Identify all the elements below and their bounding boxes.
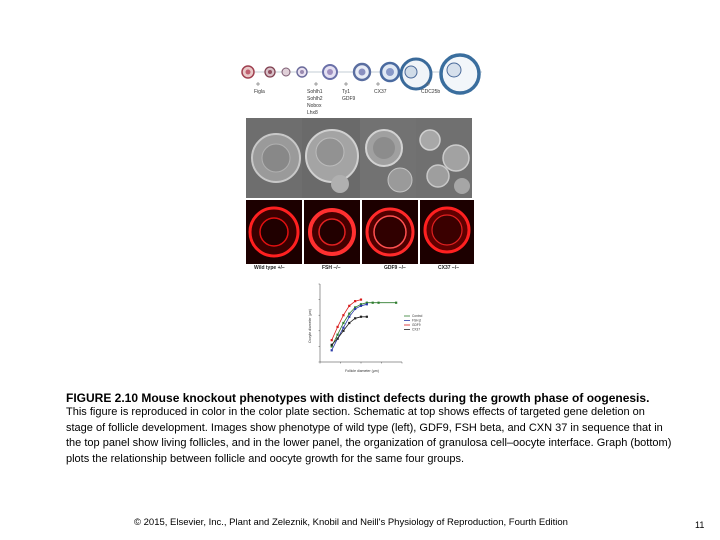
follicle-stage-5 [323,65,337,79]
data-point [372,302,374,304]
schematic-label-sohlh: Sohlh1 Sohlh2 Nobox Lhx8 [307,89,323,116]
follicle-stage-2 [265,67,275,77]
data-point [342,327,344,329]
data-point [348,322,350,324]
follicle-stage-8 [401,59,431,89]
data-point [342,314,344,316]
follicle-stage-3 [282,68,290,76]
data-point [360,299,362,301]
series-line-2 [332,300,361,341]
dic-micrograph-wild-type [246,118,302,198]
figure-title: FIGURE 2.10 Mouse knockout phenotypes with distinct defects during the growth phase of oogenesis. [66,391,650,405]
schematic-label-figla: Figla [254,89,265,95]
chart-y-axis-label: Oocyte diameter (µm) [308,309,312,343]
data-point [331,349,333,351]
follicle-stage-7 [381,63,399,81]
follicle-stage-1 [242,66,254,78]
follicle-stage-6 [354,64,370,80]
panel-caption-cx37: CX37 −/− [438,265,460,271]
follicle-stage-4 [297,67,307,77]
data-point [348,313,350,315]
dic-micrograph-gdf9-knockout [360,118,416,198]
panel-caption-wild-type: Wild type +/− [254,265,285,271]
series-line-0 [332,303,396,347]
follicle-oocyte-growth-chart [306,278,436,374]
data-point [342,322,344,324]
legend-label: FSH β [412,318,422,323]
schematic-label-gdf9: Ty1 GDF9 [342,89,356,102]
data-point [360,316,362,318]
data-point [366,316,368,318]
data-point [331,339,333,341]
data-point [395,302,397,304]
data-point [354,300,356,302]
legend-label: GDF9 [412,323,421,328]
data-point [336,326,338,328]
schematic-label-cx37: CX37 [374,89,387,95]
follicle-development-schematic [238,52,486,120]
data-point [342,330,344,332]
legend-label: Control [412,314,423,319]
fluorescence-micrograph-cx37-knockout [420,200,474,264]
data-point [354,317,356,319]
legend-label: CX37 [412,327,420,332]
chart-series [331,299,398,352]
chart-axes [319,284,403,364]
copyright-notice: © 2015, Elsevier, Inc., Plant and Zeleznik, Knobil and Neill's Physiology of Reproduction, Fourth Edition [134,517,568,528]
data-point [336,334,338,336]
chart-legend [404,314,423,332]
dic-micrograph-cx37-knockout [416,118,472,198]
data-point [377,302,379,304]
data-point [360,305,362,307]
data-point [366,303,368,305]
figure-description: This figure is reproduced in color in the color plate section. Schematic at top shows effects of targeted gene deletion on stage of follicle development. Images show phenotype of wild type (left), GDF9, FSH beta, and CXN 37 in sequence that in the top panel show living follicles, and in the lower panel, the organization of granulosa cell–oocyte interface. Graph (bottom) plots the relationship between follicle and oocyte growth for the same four groups. [66,406,672,465]
data-point [348,316,350,318]
data-point [354,308,356,310]
panel-caption-fsh: FSH −/− [322,265,341,271]
follicle-stage-9 [441,55,479,93]
page-number: 11 [695,520,705,530]
data-point [336,338,338,340]
schematic-label-cdc25b: CDC25b [421,89,441,95]
data-point [331,344,333,346]
panel-caption-gdf9: GDF9 −/− [384,265,406,271]
fluorescence-micrograph-gdf9-knockout [362,200,418,264]
data-point [348,305,350,307]
dic-micrograph-fsh-knockout [302,118,360,198]
fluorescence-micrograph-fsh-knockout [304,200,360,264]
chart-x-axis-label: Follicle diameter (µm) [345,369,379,373]
fluorescence-micrograph-wild-type [246,200,302,264]
